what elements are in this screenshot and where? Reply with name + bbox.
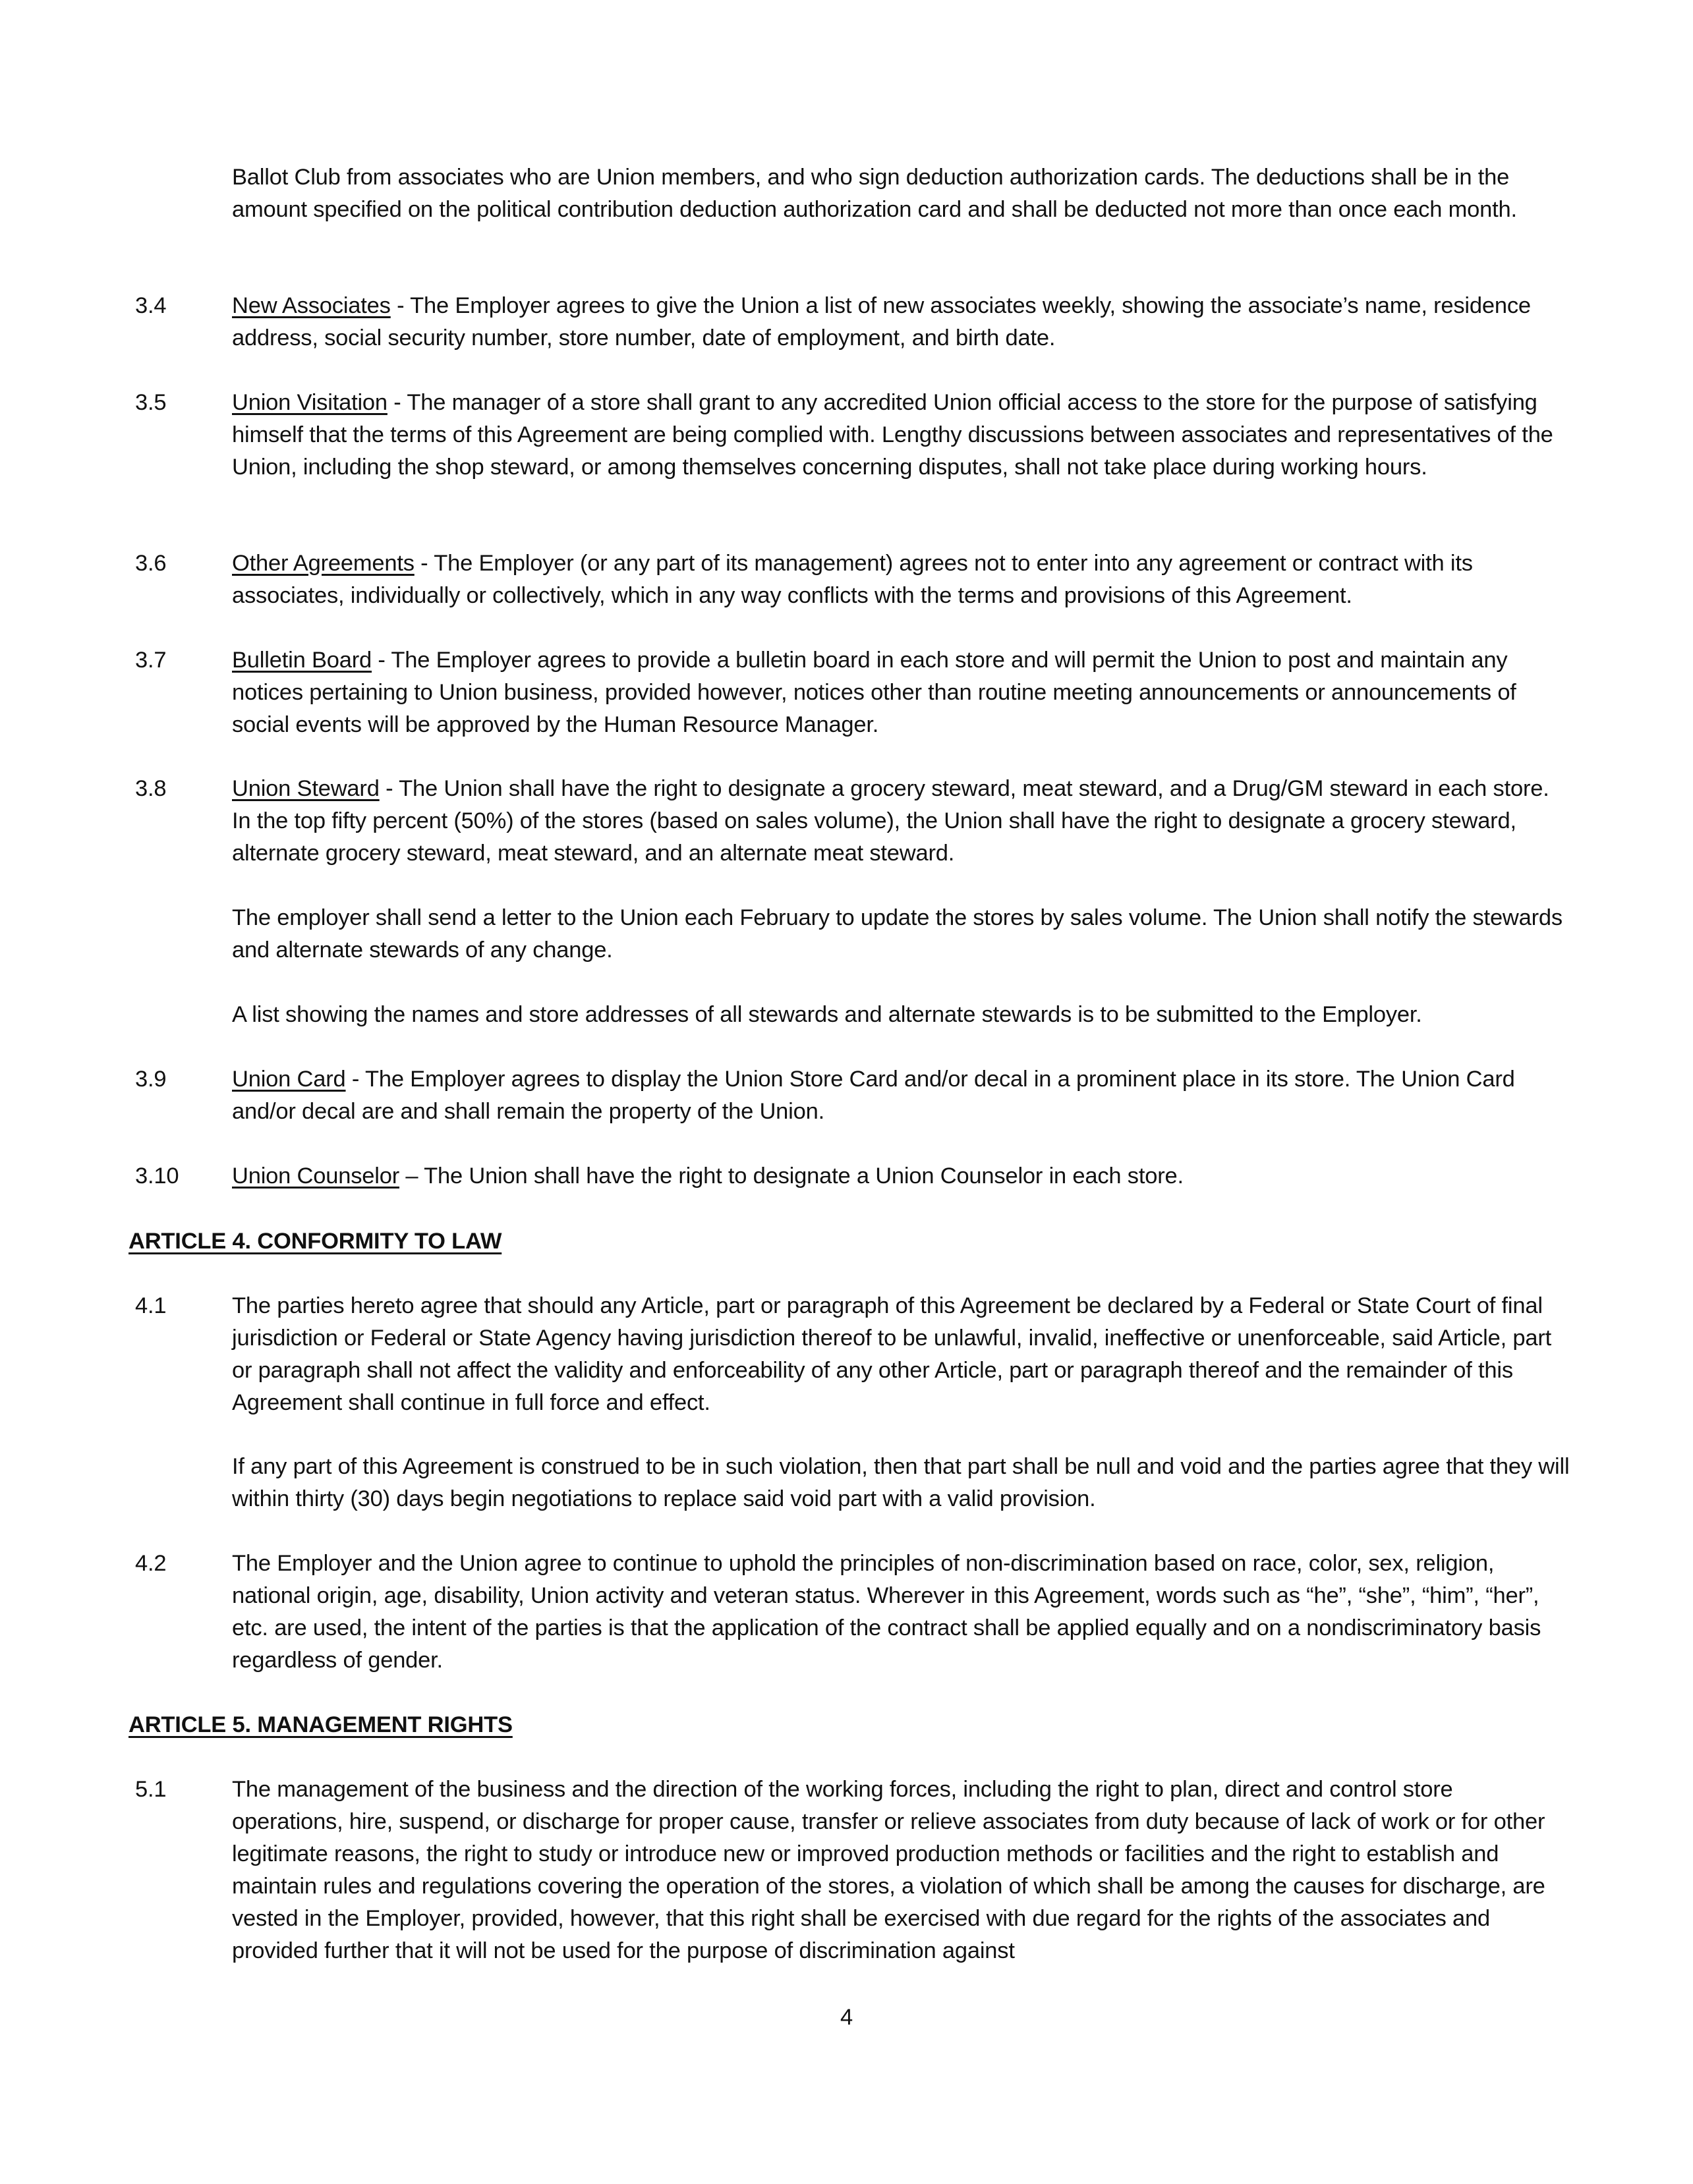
section-text: - The Employer agrees to display the Union Store Card and/or decal in a prominent place in its store. The Union Card and/or decal are and shall remain the property of the Union. <box>232 1067 1515 1124</box>
section-title: New Associates <box>232 293 391 318</box>
section-number: 3.7 <box>135 648 167 673</box>
section-body <box>232 773 1570 870</box>
article-4-heading: ARTICLE 4. CONFORMITY TO LAW <box>129 1229 502 1254</box>
section-text: The parties hereto agree that should any Article, part or paragraph of this Agreement be declared by a Federal or State Court of final jurisdiction or Federal or State Agency having jurisdiction thereof to be unlawful, invalid, ineffective or unenforceable, said Article, part or paragraph shall not affect the validity and enforceability of any other Article, part or paragraph thereof and the remainder of this Agreement shall continue in full force and effect. <box>232 1293 1552 1415</box>
section-body <box>232 644 1570 741</box>
section-text: - The Employer agrees to give the Union a list of new associates weekly, showing the associate’s name, residence address, social security number, store number, date of employment, and birth date. <box>232 293 1531 350</box>
section-title: Bulletin Board <box>232 648 372 673</box>
section-title: Union Visitation <box>232 390 387 415</box>
section-number: 3.6 <box>135 551 167 576</box>
section-text: - The Union shall have the right to designate a grocery steward, meat steward, and a Drug/GM steward in each store. In the top fifty percent (50%) of the stores (based on sales volume), the Union shall have the right to designate a grocery steward, alternate grocery steward, meat steward, and an alternate meat steward. <box>232 776 1549 866</box>
section-number: 3.8 <box>135 776 167 801</box>
section-paragraph: A list showing the names and store addresses of all stewards and alternate stewards is to be submitted to the Employer. <box>232 1002 1422 1027</box>
section-title: Union Card <box>232 1067 346 1092</box>
section-text: The management of the business and the direction of the working forces, including the right to plan, direct and control store operations, hire, suspend, or discharge for proper cause, transfer or relieve associates from duty because of lack of work or for other legitimate reasons, the right to study or introduce new or improved production methods or facilities and the right to establish and maintain rules and regulations covering the operation of the stores, a violation of which shall be among the causes for discharge, are vested in the Employer, provided, however, that this right shall be exercised with due regard for the rights of the associates and provided further that it will not be used for the purpose of discrimination against <box>232 1777 1545 1963</box>
section-text: – The Union shall have the right to designate a Union Counselor in each store. <box>399 1163 1184 1189</box>
section-paragraph: The employer shall send a letter to the Union each February to update the stores by sales volume. The Union shall notify the stewards and alternate stewards of any change. <box>232 905 1563 963</box>
section-body <box>232 290 1570 354</box>
section-text: - The Employer (or any part of its management) agrees not to enter into any agreement or contract with its associates, individually or collectively, which in any way conflicts with the terms and provisions of this Agreement. <box>232 551 1473 608</box>
section-text: - The manager of a store shall grant to any accredited Union official access to the store for the purpose of satisfying himself that the terms of this Agreement are being complied with. Lengthy discussions between associates and representatives of the Union, including the shop steward, or among themselves concerning disputes, shall not take place during working hours. <box>232 390 1553 480</box>
continuation-text: Ballot Club from associates who are Union members, and who sign deduction authorization cards. The deductions shall be in the amount specified on the political contribution deduction authorization card and shall be deducted not more than once each month. <box>232 165 1517 222</box>
section-body <box>232 387 1570 484</box>
section-number: 5.1 <box>135 1777 167 1802</box>
section-body <box>232 547 1570 612</box>
section-number: 3.9 <box>135 1067 167 1092</box>
section-body <box>232 1160 1570 1192</box>
section-text: - The Employer agrees to provide a bulletin board in each store and will permit the Union to post and maintain any notices pertaining to Union business, provided however, notices other than routine meeting announcements or announcements of social events will be approved by the Human Resource Manager. <box>232 648 1516 737</box>
page-number: 4 <box>840 2005 853 2030</box>
section-body <box>232 1063 1570 1128</box>
section-number: 3.10 <box>135 1163 179 1189</box>
section-number: 3.5 <box>135 390 167 415</box>
section-paragraph: If any part of this Agreement is construed to be in such violation, then that part shall be null and void and the parties agree that they will within thirty (30) days begin negotiations to replace said void part with a valid provision. <box>232 1454 1570 1511</box>
article-5-heading: ARTICLE 5. MANAGEMENT RIGHTS <box>129 1712 513 1737</box>
section-number: 3.4 <box>135 293 167 318</box>
section-text: The Employer and the Union agree to continue to uphold the principles of non-discrimination based on race, color, sex, religion, national origin, age, disability, Union activity and veteran status. Wherever in this Agreement, words such as “he”, “she”, “him”, “her”, etc. are used, the intent of the parties is that the application of the contract shall be applied equally and on a nondiscriminatory basis regardless of gender. <box>232 1551 1541 1673</box>
section-title: Other Agreements <box>232 551 415 576</box>
section-title: Union Counselor <box>232 1163 399 1189</box>
section-number: 4.2 <box>135 1551 167 1576</box>
section-title: Union Steward <box>232 776 380 801</box>
section-number: 4.1 <box>135 1293 167 1318</box>
